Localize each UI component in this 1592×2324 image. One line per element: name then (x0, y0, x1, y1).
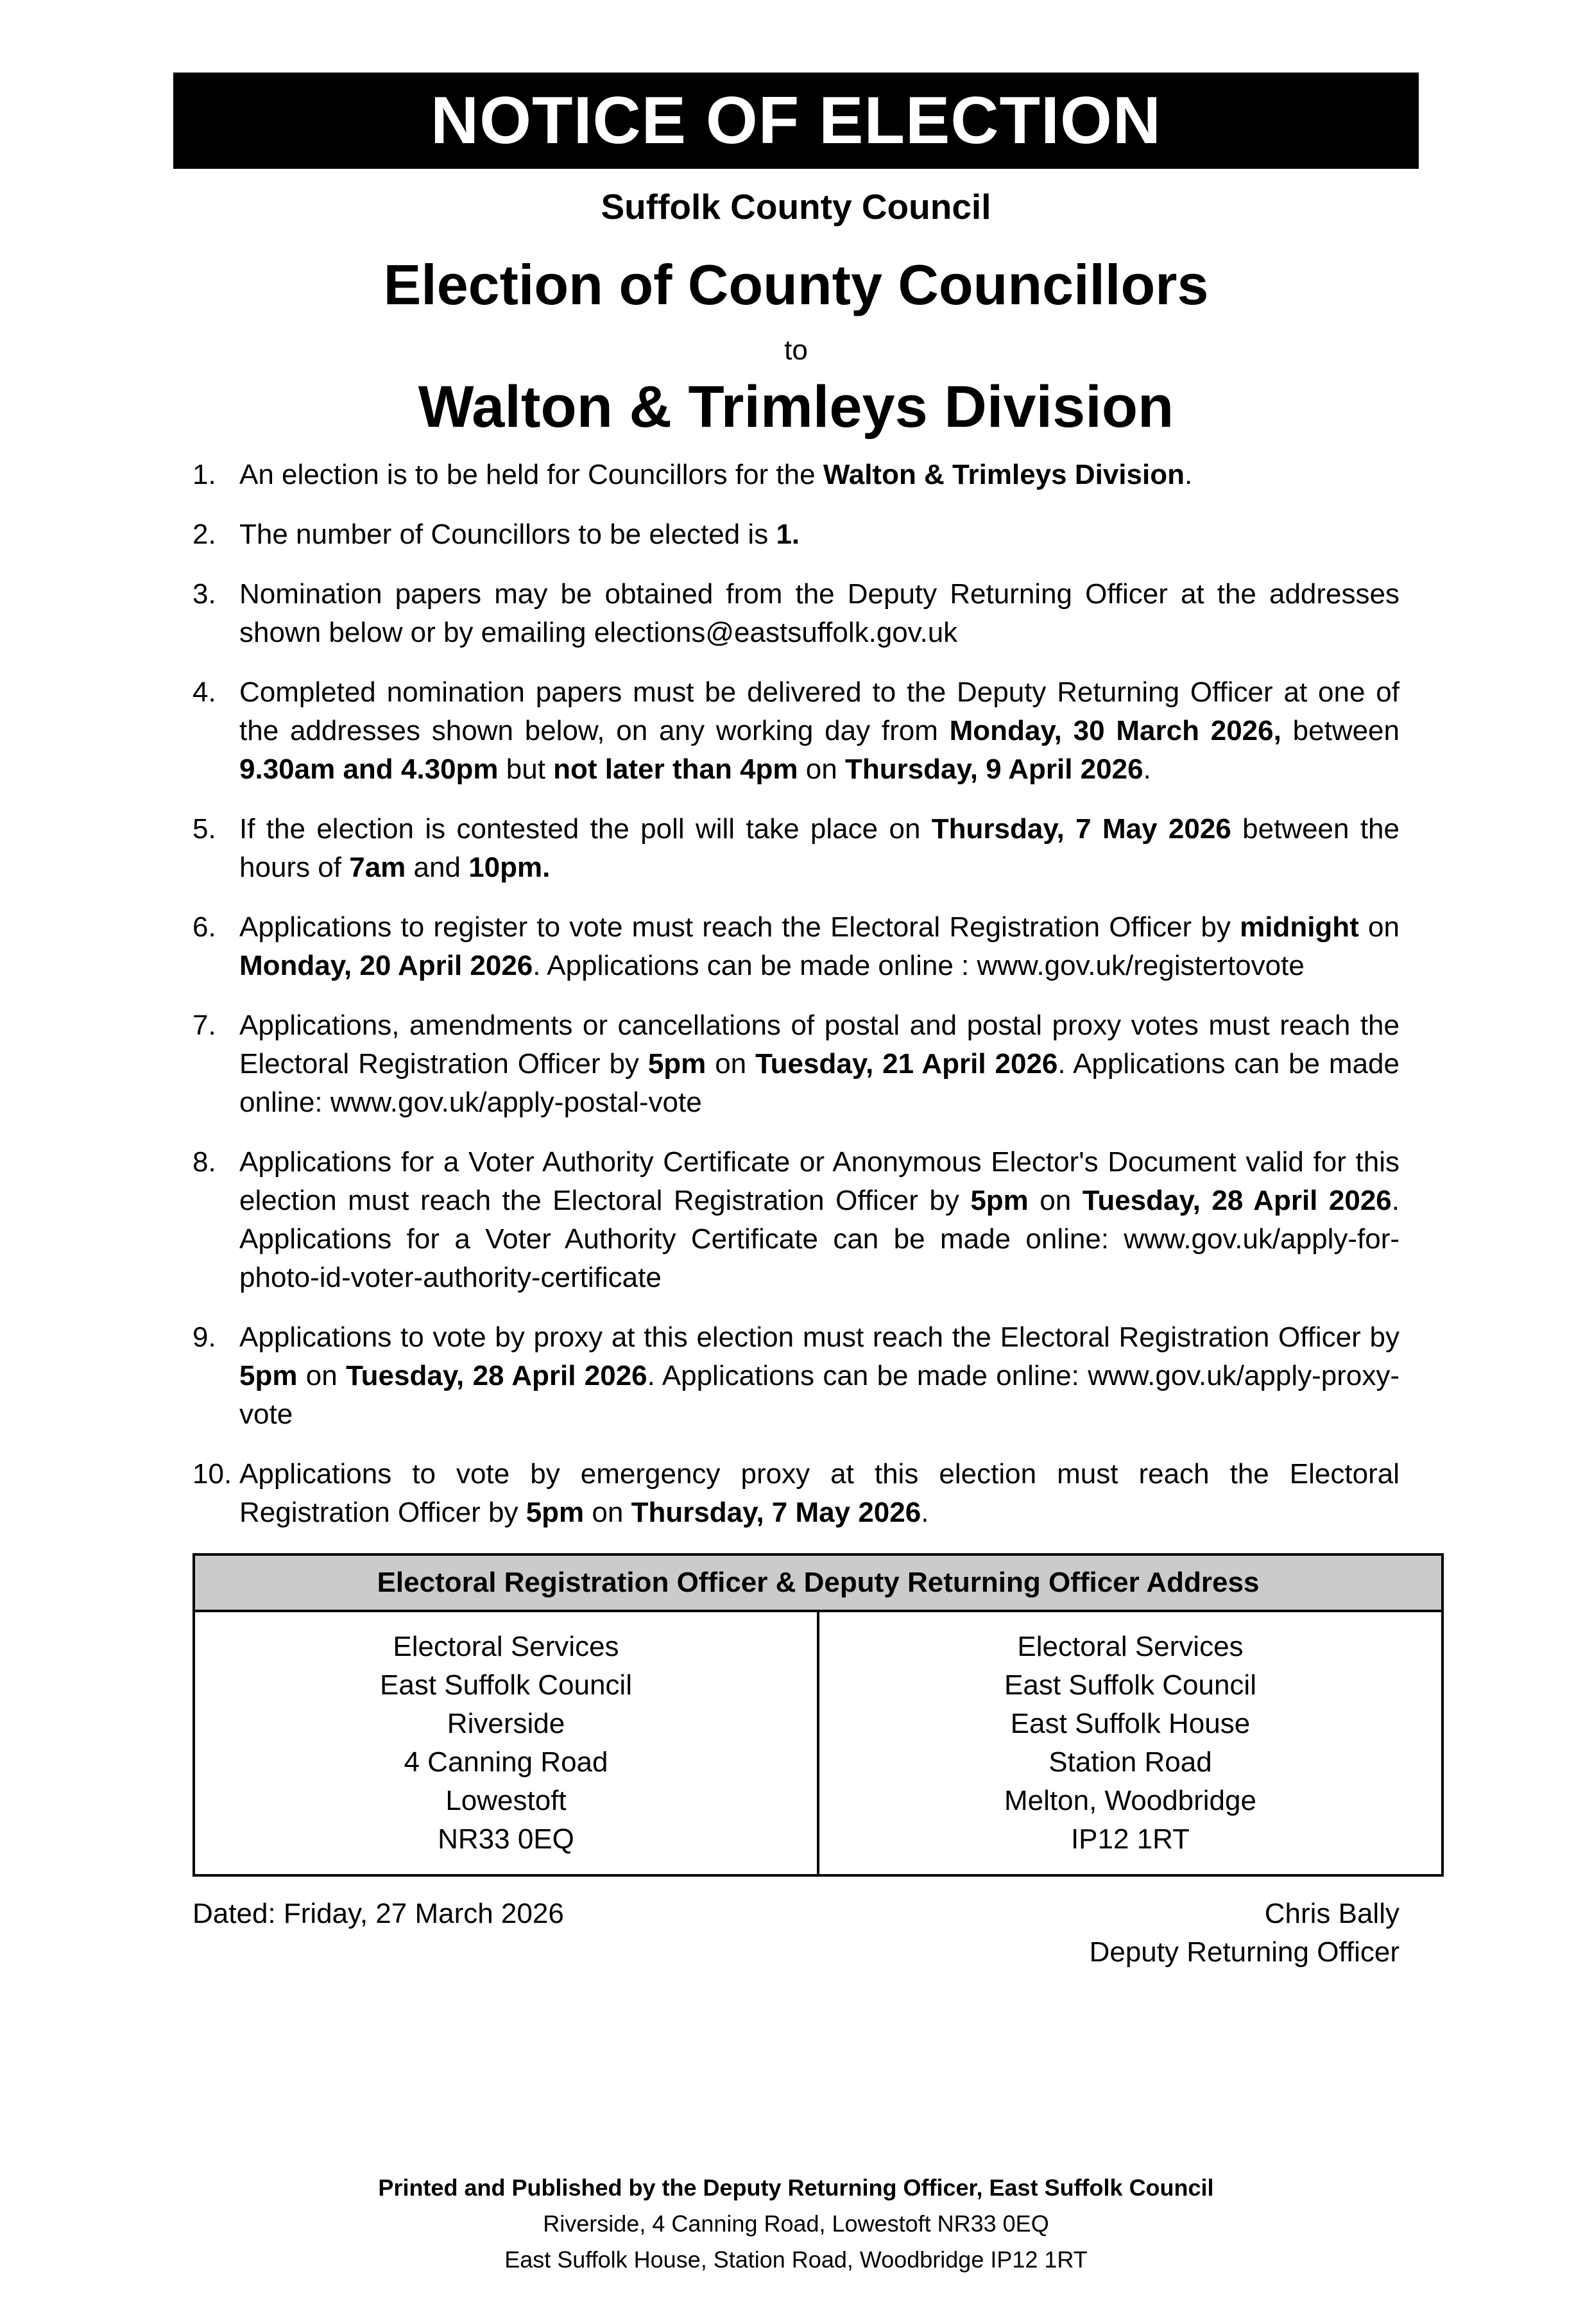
address-line: Station Road (1048, 1746, 1212, 1778)
text-run: Tuesday, 21 April 2026 (755, 1048, 1058, 1080)
text-run: Thursday, 7 May 2026 (931, 813, 1231, 845)
print-publish-footer (0, 2170, 1592, 2278)
item-number: 8. (193, 1146, 216, 1178)
text-run: between the hours of (239, 813, 1400, 883)
to-connector: to (784, 334, 808, 366)
item-text (239, 1010, 1399, 1118)
text-run: on (1358, 911, 1400, 943)
text-run: on (584, 1497, 631, 1528)
text-run: . Applications can be made online: www.gov.uk/apply-postal-vote (239, 1048, 1399, 1118)
text-run: midnight (1240, 911, 1359, 943)
item-text (239, 459, 1192, 490)
text-run: . Applications can be made online : www.gov.uk/registertovote (533, 950, 1305, 981)
notice-item (193, 1318, 1399, 1434)
item-number: 7. (193, 1010, 216, 1041)
text-run: 5pm (647, 1048, 706, 1080)
text-run: Applications to register to vote must reach the Electoral Registration Officer by (239, 911, 1240, 943)
item-number: 3. (193, 578, 216, 610)
text-run: . (1184, 459, 1193, 490)
signatory-role: Deputy Returning Officer (1089, 1936, 1399, 1968)
item-text (239, 813, 1399, 883)
item-number: 9. (193, 1321, 216, 1353)
text-run: Monday, 30 March 2026, (949, 715, 1281, 746)
text-run: . (1143, 753, 1151, 785)
officer-address-table (193, 1553, 1444, 1877)
text-run: Thursday, 7 May 2026 (631, 1497, 921, 1528)
text-run: 7am (349, 852, 406, 883)
text-run: Tuesday, 28 April 2026 (1082, 1185, 1392, 1216)
item-text (239, 1146, 1399, 1293)
address-line: East Suffolk Council (380, 1669, 632, 1701)
text-run: on (706, 1048, 756, 1080)
address-line: NR33 0EQ (438, 1823, 574, 1855)
text-run: on (297, 1360, 347, 1391)
text-run: Completed nomination papers must be delivered to the Deputy Returning Officer at one of the addresses shown below, on any working day from (239, 676, 1399, 746)
notice-list (193, 456, 1399, 1532)
address-line: Riverside (447, 1708, 565, 1739)
authority-name: Suffolk County Council (601, 187, 991, 227)
text-run: between (1281, 715, 1400, 746)
notice-banner (173, 73, 1419, 169)
text-run: on (1028, 1185, 1083, 1216)
text-run: 5pm (970, 1185, 1029, 1216)
table-header-row (194, 1554, 1442, 1611)
item-number: 4. (193, 676, 216, 708)
item-text (239, 578, 1399, 648)
item-number: 1. (193, 459, 216, 490)
text-run: 9.30am and 4.30pm (239, 753, 499, 785)
text-run: 5pm (526, 1497, 585, 1528)
text-run: If the election is contested the poll will take place on (239, 813, 932, 845)
notice-item (193, 810, 1399, 887)
dated-line: Dated: Friday, 27 March 2026 (193, 1898, 564, 1929)
notice-item (193, 673, 1399, 789)
table-body-row (194, 1611, 1442, 1875)
text-run: Applications to vote by emergency proxy at this election must reach the Electoral Registration Officer by (239, 1458, 1399, 1528)
address-line: East Suffolk House (1010, 1708, 1251, 1739)
text-run: . Applications for a Voter Authority Certificate can be made online: www.gov.uk/apply-for-photo-id-voter-authority-certificate (239, 1185, 1400, 1293)
text-run: 5pm (239, 1360, 298, 1391)
text-run: 1. (776, 519, 800, 550)
address-line: Electoral Services (1017, 1631, 1244, 1662)
notice-body (193, 456, 1399, 1972)
address-line: IP12 1RT (1070, 1823, 1190, 1855)
item-text (239, 911, 1399, 981)
address-line: Melton, Woodbridge (1004, 1785, 1256, 1816)
text-run: Thursday, 9 April 2026 (844, 753, 1143, 785)
text-run: but (498, 753, 554, 785)
item-text (239, 676, 1399, 785)
item-number: 5. (193, 813, 216, 845)
notice-item (193, 1143, 1399, 1297)
address-line: 4 Canning Road (404, 1746, 608, 1778)
item-text (239, 1458, 1399, 1528)
notice-item (193, 908, 1399, 985)
signatory-block (1090, 1895, 1399, 1972)
text-run: Monday, 20 April 2026 (239, 950, 533, 981)
text-run: Applications for a Voter Authority Certificate or Anonymous Elector's Document valid for this election must reach the Electoral Registration Officer by (239, 1146, 1399, 1216)
notice-item (193, 1455, 1399, 1532)
text-run: Walton & Trimleys Division (823, 459, 1185, 490)
footer-line-address-2: East Suffolk House, Station Road, Woodbridge IP12 1RT (504, 2246, 1088, 2273)
dated-row (193, 1895, 1399, 1972)
notice-item (193, 515, 1399, 554)
text-run: . (921, 1497, 929, 1528)
text-run: Applications to vote by proxy at this election must reach the Electoral Registration Officer by (239, 1321, 1399, 1353)
table-header: Electoral Registration Officer & Deputy Returning Officer Address (194, 1554, 1442, 1611)
item-text (239, 519, 800, 550)
text-run: An election is to be held for Councillors for the (239, 459, 823, 490)
address-cell-melton (818, 1611, 1442, 1875)
notice-item (193, 575, 1399, 652)
address-line: Electoral Services (393, 1631, 619, 1662)
banner-title: NOTICE OF ELECTION (431, 83, 1161, 158)
notice-item (193, 456, 1399, 494)
address-line: Lowestoft (445, 1785, 567, 1816)
item-text (239, 1321, 1399, 1430)
text-run: Nomination papers may be obtained from the Deputy Returning Officer at the addresses shown below or by emailing elections@eastsuffolk.gov.uk (239, 578, 1399, 648)
notice-of-election-page (0, 73, 1592, 2324)
text-run: not later than 4pm (553, 753, 798, 785)
item-number: 10. (193, 1458, 232, 1490)
text-run: . Applications can be made online: www.gov.uk/apply-proxy-vote (239, 1360, 1400, 1430)
text-run: and (406, 852, 469, 883)
text-run: Tuesday, 28 April 2026 (346, 1360, 647, 1391)
election-title: Election of County Councillors (383, 253, 1209, 316)
footer-line-address-1: Riverside, 4 Canning Road, Lowestoft NR33 0EQ (543, 2210, 1049, 2237)
footer-line-publisher: Printed and Published by the Deputy Returning Officer, East Suffolk Council (378, 2174, 1214, 2201)
signatory-name: Chris Bally (1264, 1898, 1399, 1929)
text-run: Applications, amendments or cancellations of postal and postal proxy votes must reach the Electoral Registration Officer by (239, 1010, 1399, 1080)
text-run: The number of Councillors to be elected is (239, 519, 776, 550)
address-line: East Suffolk Council (1004, 1669, 1256, 1701)
division-title: Walton & Trimleys Division (418, 374, 1174, 440)
text-run: 10pm. (468, 852, 551, 883)
address-cell-lowestoft (194, 1611, 818, 1875)
notice-item (193, 1006, 1399, 1122)
item-number: 2. (193, 519, 216, 550)
text-run: on (798, 753, 845, 785)
item-number: 6. (193, 911, 216, 943)
